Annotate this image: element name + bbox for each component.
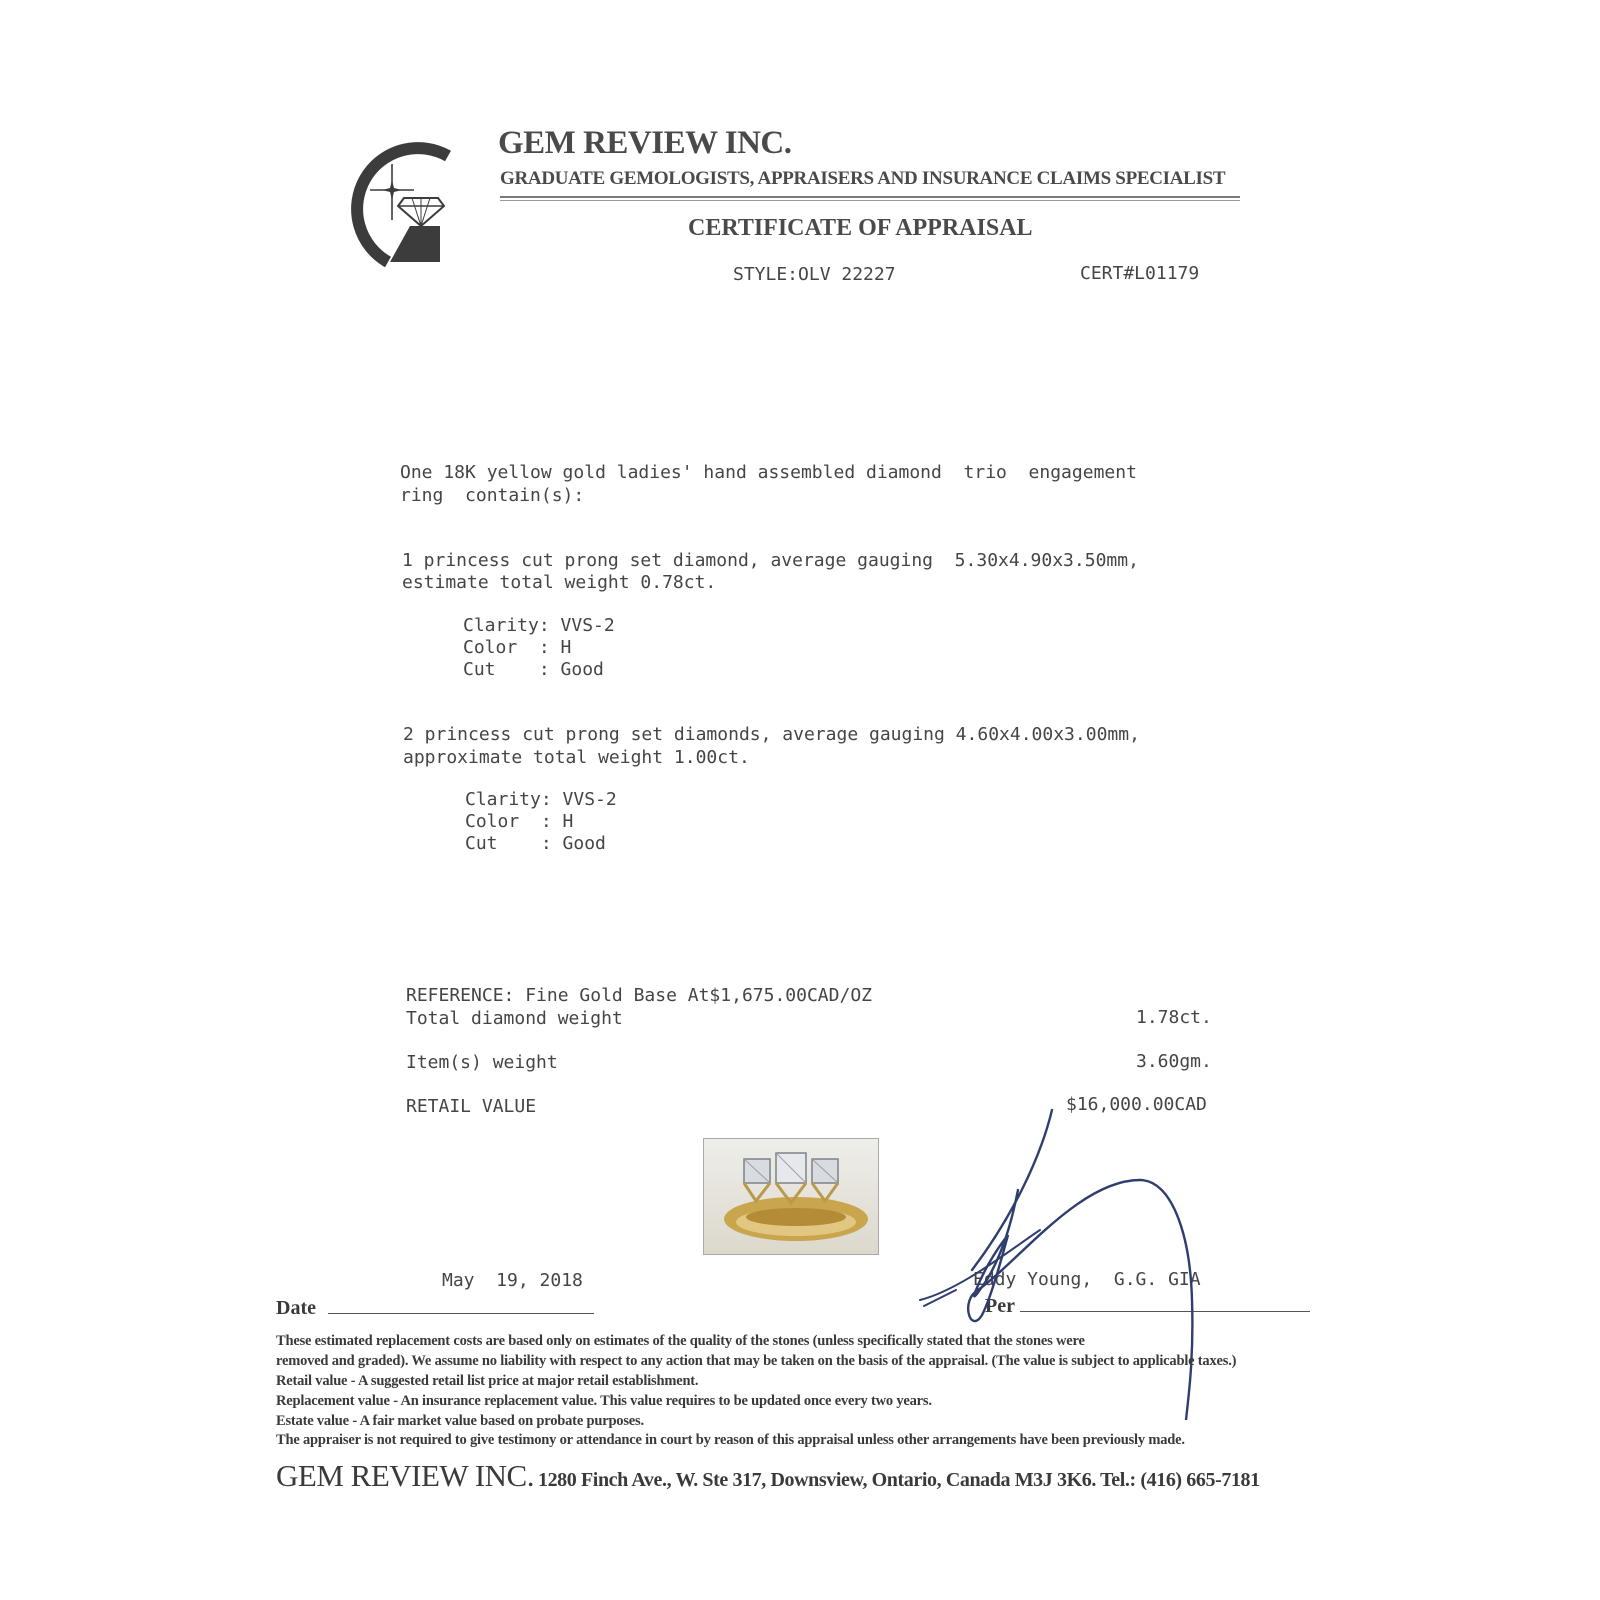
stone-2-clarity: Clarity: VVS-2 — [465, 789, 617, 810]
stone-2-description: 2 princess cut prong set diamonds, average gauging 4.60x4.00x3.00mm, — [403, 724, 1140, 745]
stone-1-weight: estimate total weight 0.78ct. — [402, 572, 717, 593]
item-weight-label: Item(s) weight — [406, 1052, 558, 1073]
disclaimer-line-6: The appraiser is not required to give testimony or attendance in court by reason of this appraisal unless other arrangements have been previously made. — [276, 1432, 1185, 1448]
stone-2-color: Color : H — [465, 811, 574, 832]
appraisal-date: May 19, 2018 — [442, 1270, 583, 1291]
stone-1-clarity: Clarity: VVS-2 — [463, 615, 615, 636]
gem-review-logo — [330, 128, 460, 268]
item-description-line2: ring contain(s): — [400, 485, 585, 506]
per-label: Per — [985, 1295, 1015, 1317]
stone-2-cut: Cut : Good — [465, 833, 606, 854]
footer — [276, 1458, 1260, 1494]
stone-1-description: 1 princess cut prong set diamond, average gauging 5.30x4.90x3.50mm, — [402, 550, 1139, 571]
company-name: GEM REVIEW INC. — [498, 125, 792, 161]
stone-1-cut: Cut : Good — [463, 659, 604, 680]
stone-1-color: Color : H — [463, 637, 572, 658]
total-diamond-weight-label: Total diamond weight — [406, 1008, 623, 1029]
total-diamond-weight-value: 1.78ct. — [1136, 1007, 1212, 1028]
appraiser-name: Eddy Young, G.G. GIA — [973, 1269, 1201, 1290]
item-weight-value: 3.60gm. — [1136, 1051, 1212, 1072]
ring-image — [704, 1139, 878, 1254]
certificate-title: CERTIFICATE OF APPRAISAL — [688, 215, 1033, 241]
disclaimer-line-2: removed and graded). We assume no liability with respect to any action that may be taken on the basis of the appraisal. (The value is subject to applicable taxes.) — [276, 1353, 1237, 1369]
style-number: STYLE:OLV 22227 — [733, 264, 896, 285]
cert-number: CERT#L01179 — [1080, 263, 1200, 284]
stone-2-weight: approximate total weight 1.00ct. — [403, 747, 750, 768]
disclaimer-line-5: Estate value - A fair market value based on probate purposes. — [276, 1413, 644, 1429]
appraiser-signature — [900, 1100, 1220, 1420]
company-tagline: GRADUATE GEMOLOGISTS, APPRAISERS AND INSURANCE CLAIMS SPECIALIST — [500, 168, 1226, 189]
footer-address: 1280 Finch Ave., W. Ste 317, Downsview, Ontario, Canada M3J 3K6. Tel.: (416) 665-7181 — [537, 1469, 1260, 1491]
header-rule-thin — [500, 200, 1240, 201]
disclaimer-line-1: These estimated replacement costs are based only on estimates of the quality of the stones (unless specifically stated that the stones were — [276, 1333, 1085, 1349]
retail-value-label: RETAIL VALUE — [406, 1096, 537, 1117]
gold-reference: REFERENCE: Fine Gold Base At$1,675.00CAD/OZ — [406, 985, 872, 1006]
ring-photo — [703, 1138, 879, 1255]
disclaimer-line-3: Retail value - A suggested retail list price at major retail establishment. — [276, 1373, 699, 1389]
disclaimer-line-4: Replacement value - An insurance replacement value. This value requires to be updated once every two years. — [276, 1393, 932, 1409]
date-line — [328, 1313, 594, 1314]
footer-company-name: GEM REVIEW INC. — [276, 1458, 534, 1493]
header-rule — [500, 196, 1240, 198]
date-label: Date — [276, 1297, 316, 1319]
retail-value-amount: $16,000.00CAD — [1066, 1094, 1207, 1115]
item-description-line1: One 18K yellow gold ladies' hand assembled diamond trio engagement — [400, 462, 1137, 483]
